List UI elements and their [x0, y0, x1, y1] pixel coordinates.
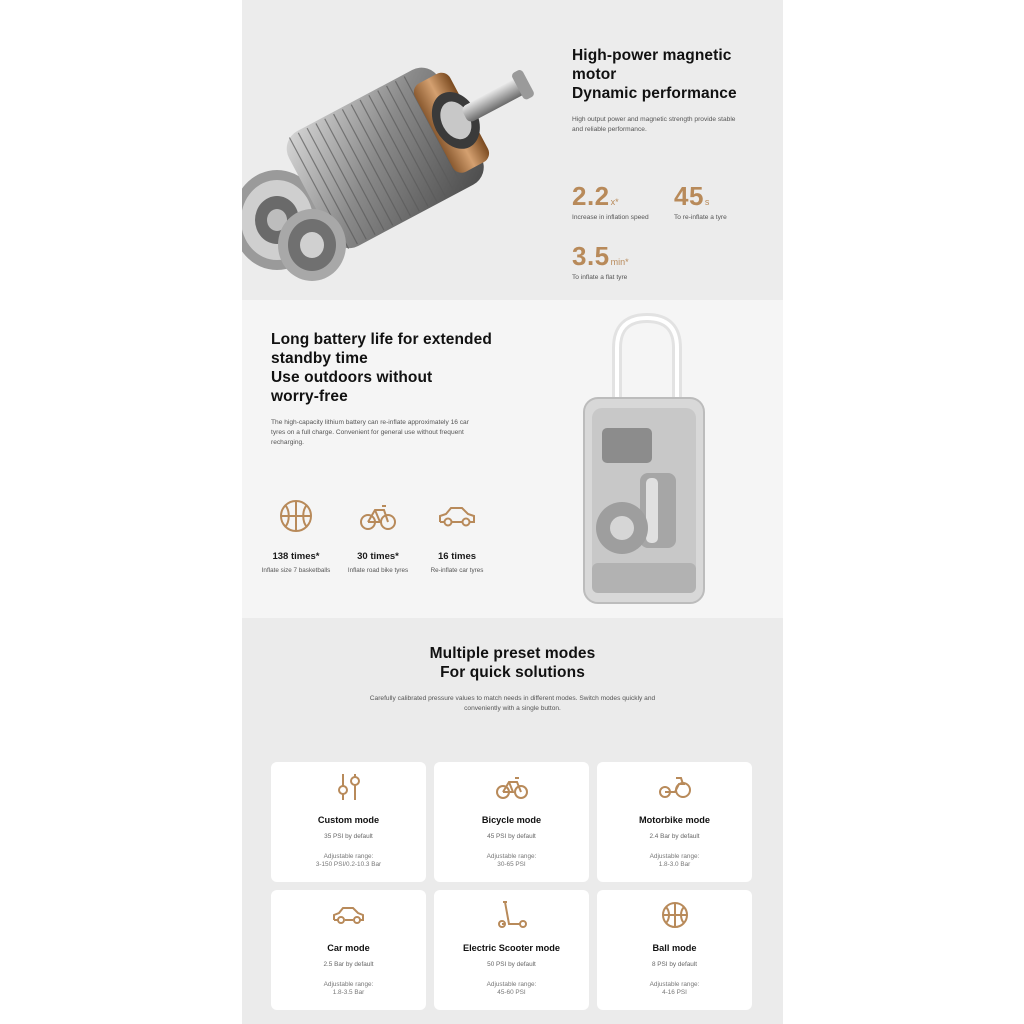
motorbike-icon [658, 772, 692, 802]
car-icon [332, 900, 366, 930]
use-label: Re-inflate car tyres [430, 567, 484, 574]
motor-illustration [242, 30, 542, 300]
range-value: 4-16 PSI [662, 989, 687, 996]
scooter-icon [495, 900, 529, 930]
motor-title-line: Dynamic performance [572, 85, 737, 102]
range-label: Adjustable range: [323, 853, 374, 860]
mode-card-ball[interactable] [597, 890, 752, 1010]
range-value: 30-65 PSI [497, 861, 526, 868]
mode-range [434, 853, 589, 869]
inflator-device-illustration [572, 308, 712, 608]
mode-range [597, 981, 752, 997]
motor-section [242, 0, 783, 300]
sliders-icon [332, 772, 366, 802]
mode-card-custom[interactable] [271, 762, 426, 882]
mode-default: 35 PSI by default [324, 833, 373, 840]
use-label: Inflate road bike tyres [347, 567, 409, 574]
mode-card-motorbike[interactable] [597, 762, 752, 882]
mode-default: 45 PSI by default [487, 833, 536, 840]
battery-section [242, 300, 783, 618]
basketball-icon [276, 496, 316, 536]
mode-range [271, 981, 426, 997]
bicycle-icon [358, 496, 398, 536]
use-basketballs [261, 496, 331, 575]
stat-inflation-speed [572, 182, 649, 221]
stat-flat-tyre-time [572, 242, 629, 281]
use-bike-tyres [343, 496, 413, 575]
range-label: Adjustable range: [323, 981, 374, 988]
battery-title-line: standby time [271, 350, 368, 367]
mode-card-electric-scooter[interactable] [434, 890, 589, 1010]
mode-name: Bicycle mode [481, 815, 542, 825]
battery-title [271, 330, 521, 406]
stat-label: To inflate a flat tyre [572, 274, 628, 281]
stat-unit: x* [610, 197, 619, 207]
bicycle-icon [495, 772, 529, 802]
modes-title [242, 644, 783, 682]
stat-value: 2.2 [572, 181, 610, 211]
range-value: 1.8-3.5 Bar [332, 989, 365, 996]
mode-default: 8 PSI by default [651, 961, 698, 968]
use-value: 138 times* [272, 551, 320, 562]
use-value: 16 times [437, 551, 477, 562]
battery-title-line: Long battery life for extended [271, 331, 492, 348]
motor-title-line: High-power magnetic [572, 47, 732, 64]
mode-range [597, 853, 752, 869]
stat-value: 45 [674, 181, 704, 211]
motor-title [572, 46, 772, 103]
modes-description: Carefully calibrated pressure values to match needs in different modes. Switch modes quickly and conveniently with a single button. [369, 695, 656, 712]
range-value: 3-150 PSI/0.2-10.3 Bar [315, 861, 382, 868]
battery-title-line: Use outdoors without [271, 369, 433, 386]
mode-default: 50 PSI by default [487, 961, 536, 968]
mode-name: Custom mode [317, 815, 380, 825]
use-label: Inflate size 7 basketballs [261, 567, 331, 574]
range-label: Adjustable range: [486, 981, 537, 988]
stat-label: Increase in inflation speed [572, 214, 649, 221]
range-label: Adjustable range: [649, 981, 700, 988]
stat-unit: s [704, 197, 710, 207]
range-label: Adjustable range: [649, 853, 700, 860]
stat-reinflate-time [674, 182, 727, 221]
mode-range [434, 981, 589, 997]
range-value: 45-60 PSI [497, 989, 526, 996]
modes-title-line: Multiple preset modes [429, 645, 596, 662]
stat-unit: min* [610, 257, 629, 267]
mode-card-bicycle[interactable] [434, 762, 589, 882]
modes-section [242, 618, 783, 1024]
stat-value: 3.5 [572, 241, 610, 271]
battery-title-line: worry-free [271, 388, 348, 405]
mode-card-car[interactable] [271, 890, 426, 1010]
mode-default: 2.5 Bar by default [323, 961, 374, 968]
mode-name: Motorbike mode [639, 815, 710, 825]
range-value: 1.8-3.0 Bar [658, 861, 691, 868]
motor-description: High output power and magnetic strength provide stable and reliable performance. [572, 116, 736, 133]
modes-title-line: For quick solutions [440, 664, 585, 681]
mode-name: Electric Scooter mode [462, 943, 560, 953]
mode-default: 2.4 Bar by default [649, 833, 700, 840]
stat-label: To re-inflate a tyre [674, 214, 727, 221]
use-value: 30 times* [357, 551, 399, 562]
mode-name: Car mode [327, 943, 370, 953]
range-label: Adjustable range: [486, 853, 537, 860]
car-icon [437, 496, 477, 536]
mode-range [271, 853, 426, 869]
mode-name: Ball mode [652, 943, 697, 953]
use-car-tyres [422, 496, 492, 575]
basketball-icon [658, 900, 692, 930]
motor-title-line: motor [572, 66, 617, 83]
battery-description: The high-capacity lithium battery can re-inflate approximately 16 car tyres on a full charge. Convenient for general use without frequent recharging. [271, 419, 469, 446]
